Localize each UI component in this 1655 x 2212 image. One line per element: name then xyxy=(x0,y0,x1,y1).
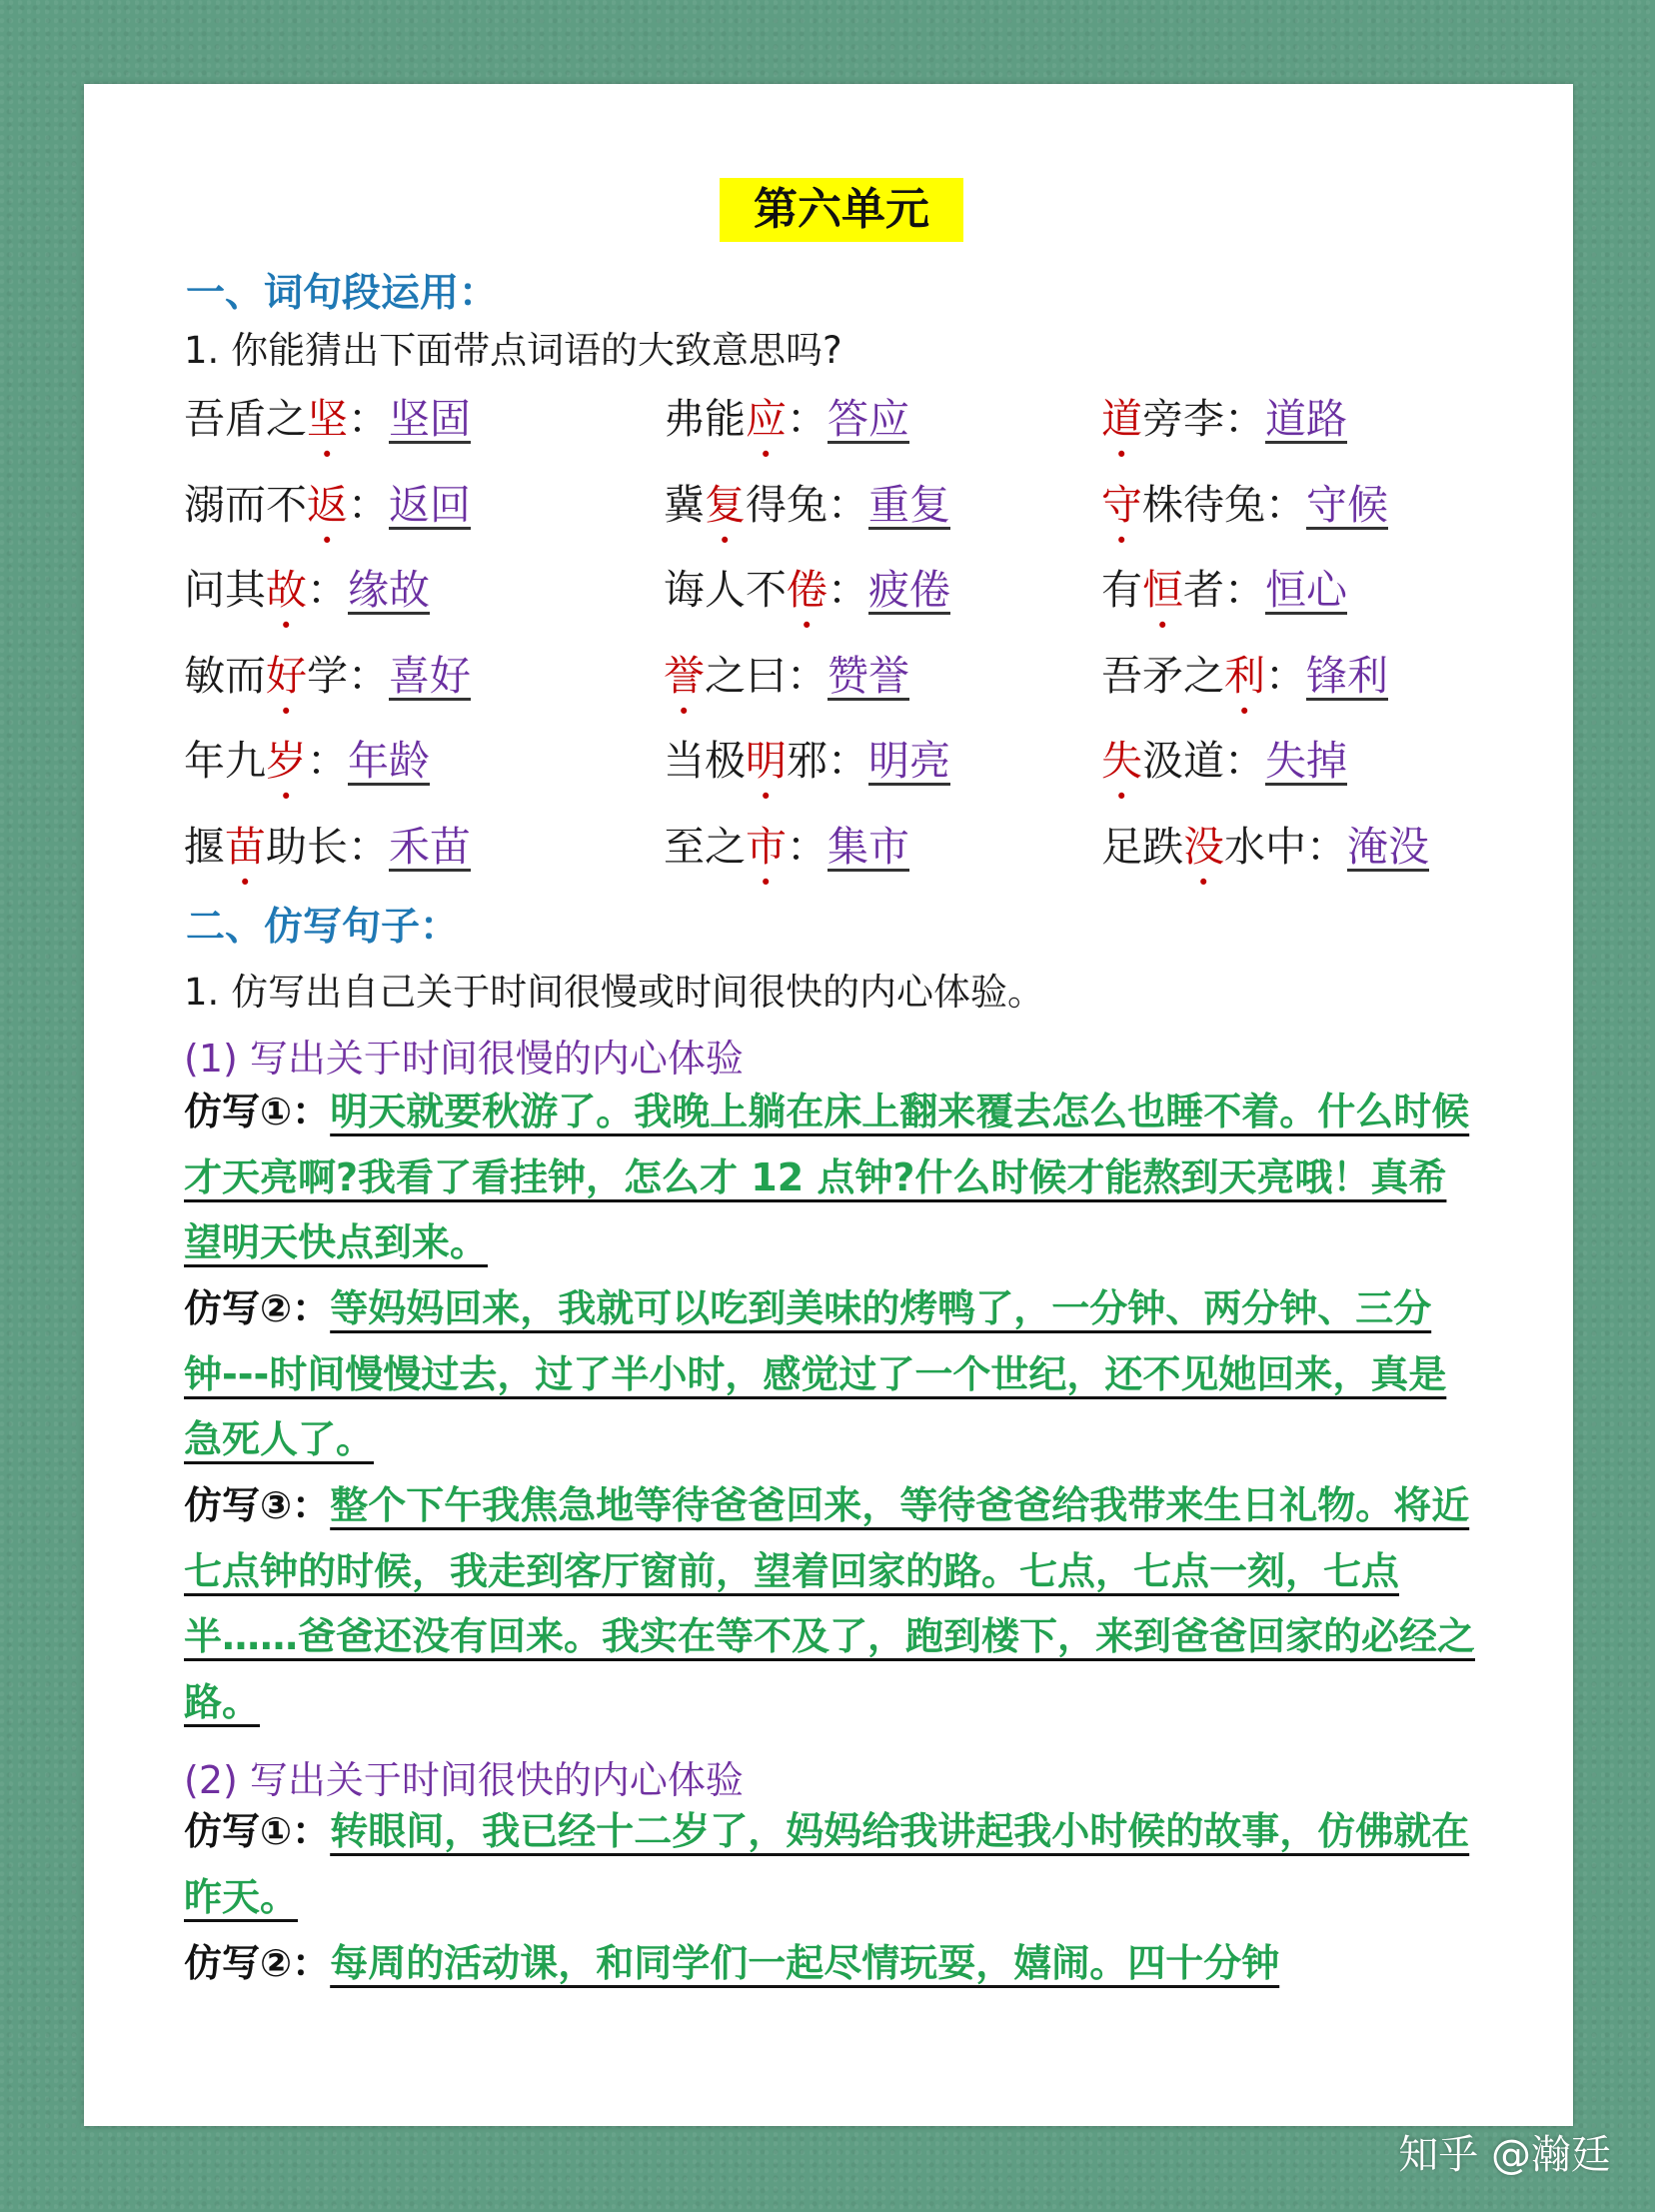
zhihu-watermark: 知乎 @瀚廷 xyxy=(1398,2132,1611,2178)
vocab-item xyxy=(1101,386,1347,467)
answer-word: 淹没 xyxy=(1347,822,1429,871)
phrase-text: ： xyxy=(307,566,348,614)
answer-word: 重复 xyxy=(868,480,950,529)
dotted-character: 复 xyxy=(705,480,746,529)
answer-word: 疲倦 xyxy=(868,566,950,614)
dotted-character: 失 xyxy=(1101,737,1142,785)
dotted-character: 应 xyxy=(746,395,787,443)
phrase-text: 吾矛之 xyxy=(1101,651,1224,700)
slow-example-1 xyxy=(184,1080,1483,1276)
phrase-text: ： xyxy=(787,395,828,443)
example-label: 仿写②： xyxy=(184,1286,331,1330)
dotted-character: 誉 xyxy=(664,651,705,700)
phrase-text: 株待兔： xyxy=(1142,480,1306,529)
dotted-character: 苗 xyxy=(225,822,266,871)
phrase-text: 诲人不 xyxy=(664,566,787,614)
subheading-fast: (2) 写出关于时间很快的内心体验 xyxy=(184,1758,744,1802)
answer-word: 锋利 xyxy=(1306,651,1388,700)
phrase-text: 问其 xyxy=(184,566,266,614)
phrase-text: ： xyxy=(307,737,348,785)
vocab-item xyxy=(664,386,909,467)
answer-word: 失掉 xyxy=(1265,737,1347,785)
vocab-question: 1. 你能猜出下面带点词语的大致意思吗? xyxy=(184,329,842,372)
phrase-text: 当极 xyxy=(664,737,746,785)
imitation-question: 1. 仿写出自己关于时间很慢或时间很快的内心体验。 xyxy=(184,971,1045,1014)
phrase-text: 之曰： xyxy=(705,651,828,700)
phrase-text: 溺而不 xyxy=(184,480,307,529)
vocab-item xyxy=(184,386,471,467)
answer-word: 禾苗 xyxy=(389,822,471,871)
answer-word: 返回 xyxy=(389,480,471,529)
phrase-text: 助长： xyxy=(266,822,389,871)
dotted-character: 返 xyxy=(307,480,348,529)
vocab-item xyxy=(664,814,909,895)
vocab-item xyxy=(184,728,430,809)
answer-word: 坚固 xyxy=(389,395,471,443)
phrase-text: ： xyxy=(787,822,828,871)
phrase-text: 敏而 xyxy=(184,651,266,700)
dotted-character: 没 xyxy=(1183,822,1224,871)
answer-word: 守候 xyxy=(1306,480,1388,529)
phrase-text: 汲道： xyxy=(1142,737,1265,785)
vocab-item xyxy=(664,643,909,724)
example-label: 仿写②： xyxy=(184,1941,331,1985)
example-text: 明天就要秋游了。我晚上躺在床上翻来覆去怎么也睡不着。什么时候才天亮啊?我看了看挂钟，怎么才 12 点钟?什么时候才能熬到天亮哦！真希望明天快点到来。 xyxy=(184,1090,1470,1264)
answer-word: 喜好 xyxy=(389,651,471,700)
page-title: 第六单元 xyxy=(720,178,963,242)
dotted-character: 道 xyxy=(1101,395,1142,443)
dotted-character: 恒 xyxy=(1142,566,1183,614)
dotted-character: 好 xyxy=(266,651,307,700)
vocab-item xyxy=(184,814,471,895)
phrase-text: 旁李： xyxy=(1142,395,1265,443)
phrase-text: 吾盾之 xyxy=(184,395,307,443)
dotted-character: 坚 xyxy=(307,395,348,443)
vocab-item xyxy=(1101,643,1388,724)
subheading-slow: (1) 写出关于时间很慢的内心体验 xyxy=(184,1037,744,1081)
dotted-character: 倦 xyxy=(787,566,828,614)
answer-word: 道路 xyxy=(1265,395,1347,443)
example-text: 转眼间，我已经十二岁了，妈妈给我讲起我小时候的故事，仿佛就在昨天。 xyxy=(184,1809,1470,1919)
vocab-item xyxy=(664,472,950,553)
example-label: 仿写③： xyxy=(184,1483,331,1527)
phrase-text: ： xyxy=(828,566,868,614)
phrase-text: ： xyxy=(348,395,389,443)
phrase-text: 得兔： xyxy=(746,480,868,529)
phrase-text: 者： xyxy=(1183,566,1265,614)
dotted-character: 故 xyxy=(266,566,307,614)
dotted-character: 明 xyxy=(746,737,787,785)
answer-word: 年龄 xyxy=(348,737,430,785)
answer-word: 明亮 xyxy=(868,737,950,785)
phrase-text: 有 xyxy=(1101,566,1142,614)
example-text: 整个下午我焦急地等待爸爸回来，等待爸爸给我带来生日礼物。将近七点钟的时候，我走到客厅窗前，望着回家的路。七点，七点一刻，七点半……爸爸还没有回来。我实在等不及了，跑到楼下，来到爸爸回家的必经之路。 xyxy=(184,1483,1476,1724)
vocab-item xyxy=(184,643,471,724)
fast-example-1 xyxy=(184,1799,1483,1930)
answer-word: 答应 xyxy=(828,395,909,443)
vocab-item xyxy=(664,557,950,638)
slow-example-2 xyxy=(184,1276,1483,1473)
worksheet-paper xyxy=(84,84,1573,2126)
vocab-item xyxy=(664,728,950,809)
vocab-item xyxy=(184,472,471,553)
phrase-text: 揠 xyxy=(184,822,225,871)
answer-word: 恒心 xyxy=(1265,566,1347,614)
phrase-text: 冀 xyxy=(664,480,705,529)
dotted-character: 利 xyxy=(1224,651,1265,700)
section-heading-vocab: 一、词句段运用： xyxy=(186,271,499,316)
phrase-text: ： xyxy=(348,480,389,529)
vocab-item xyxy=(184,557,430,638)
dotted-character: 守 xyxy=(1101,480,1142,529)
example-label: 仿写①： xyxy=(184,1809,331,1853)
example-text: 每周的活动课，和同学们一起尽情玩耍，嬉闹。四十分钟 xyxy=(330,1941,1280,1985)
example-text: 等妈妈回来，我就可以吃到美味的烤鸭了，一分钟、两分钟、三分钟---时间慢慢过去，过了半小时，感觉过了一个世纪，还不见她回来，真是急死人了。 xyxy=(184,1286,1447,1461)
vocab-item xyxy=(1101,814,1429,895)
phrase-text: 年九 xyxy=(184,737,266,785)
section-heading-imitation: 二、仿写句子： xyxy=(186,905,460,950)
phrase-text: 弗能 xyxy=(664,395,746,443)
phrase-text: ： xyxy=(1265,651,1306,700)
vocab-item xyxy=(1101,472,1388,553)
answer-word: 集市 xyxy=(828,822,909,871)
phrase-text: 水中： xyxy=(1224,822,1347,871)
dotted-character: 市 xyxy=(746,822,787,871)
phrase-text: 足跌 xyxy=(1101,822,1183,871)
vocab-item xyxy=(1101,557,1347,638)
dotted-character: 岁 xyxy=(266,737,307,785)
example-label: 仿写①： xyxy=(184,1090,331,1133)
phrase-text: 学： xyxy=(307,651,389,700)
phrase-text: 邪： xyxy=(787,737,868,785)
slow-example-3 xyxy=(184,1473,1483,1735)
vocab-item xyxy=(1101,728,1347,809)
fast-example-2 xyxy=(184,1931,1483,1997)
answer-word: 缘故 xyxy=(348,566,430,614)
answer-word: 赞誉 xyxy=(828,651,909,700)
phrase-text: 至之 xyxy=(664,822,746,871)
